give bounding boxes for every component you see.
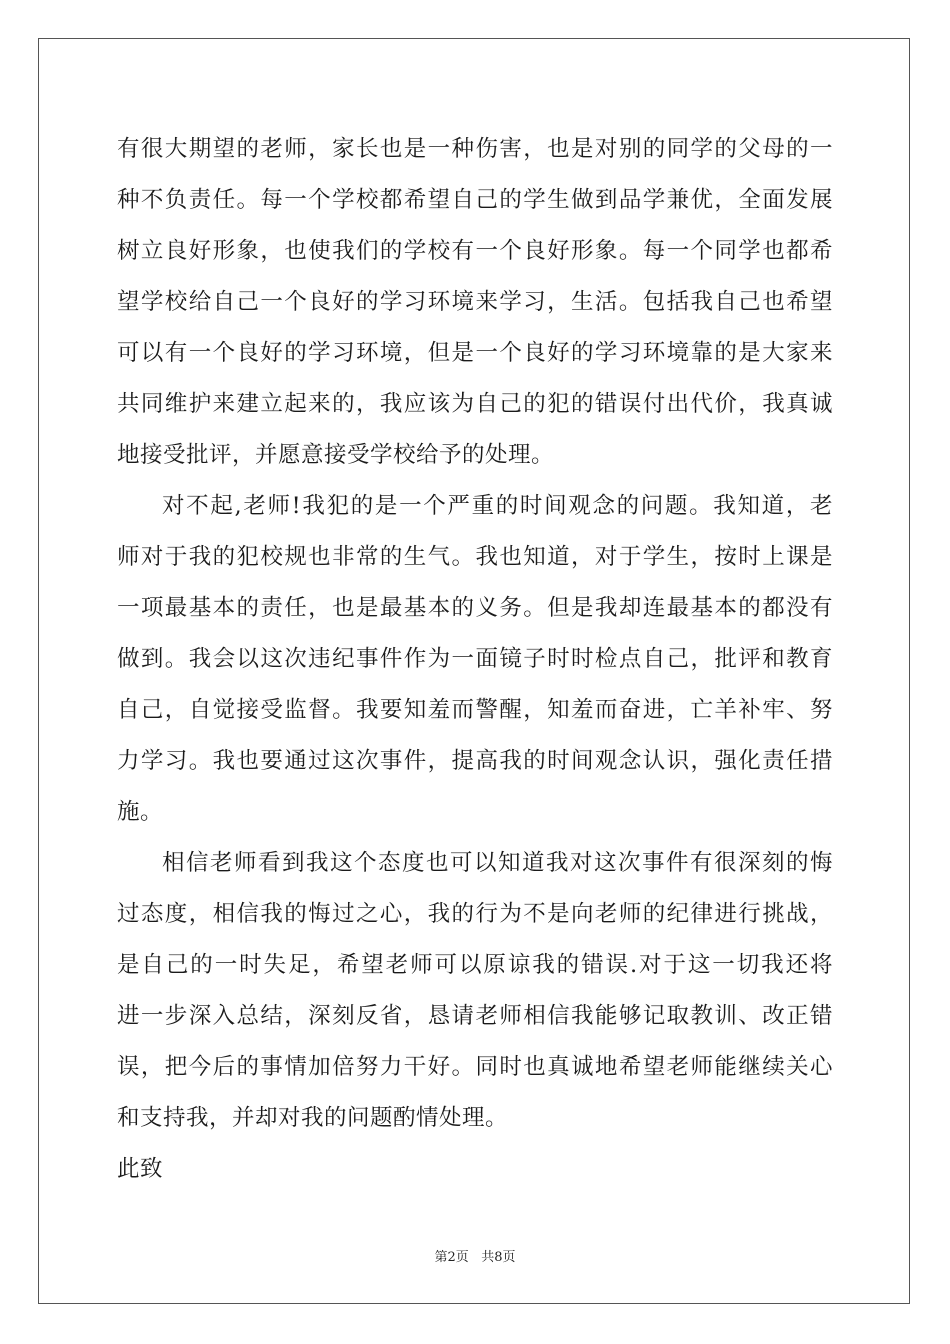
paragraph-3-line-3: 是自己的一时失足，希望老师可以原谅我的错误.对于这一切我还将	[117, 952, 833, 978]
page-number: 第2页	[434, 1250, 469, 1265]
paragraph-3-line-5: 误，把今后的事情加倍努力干好。同时也真诚地希望老师能继续关心	[117, 1054, 833, 1080]
paragraph-1-line-5: 可以有一个良好的学习环境，但是一个良好的学习环境靠的是大家来	[117, 340, 833, 366]
paragraph-3-line-1: 相信老师看到我这个态度也可以知道我对这次事件有很深刻的悔	[162, 850, 833, 876]
paragraph-3-line-2: 过态度，相信我的悔过之心，我的行为不是向老师的纪律进行挑战，	[117, 901, 833, 927]
paragraph-1-line-4: 望学校给自己一个良好的学习环境来学习，生活。包括我自己也希望	[117, 289, 833, 315]
paragraph-2-line-5: 自己，自觉接受监督。我要知羞而警醒，知羞而奋进，亡羊补牢、努	[117, 697, 833, 723]
paragraph-2-line-7: 施。	[117, 799, 164, 825]
paragraph-2-line-2: 师对于我的犯校规也非常的生气。我也知道，对于学生，按时上课是	[117, 544, 833, 570]
paragraph-1-line-3: 树立良好形象，也使我们的学校有一个良好形象。每一个同学也都希	[117, 238, 833, 264]
paragraph-2-line-1: 对不起,老师!我犯的是一个严重的时间观念的问题。我知道，老	[162, 493, 833, 519]
paragraph-2-line-6: 力学习。我也要通过这次事件，提高我的时间观念认识，强化责任措	[117, 748, 833, 774]
total-pages: 共8页	[481, 1250, 516, 1265]
letter-body	[117, 124, 833, 1195]
paragraph-1-line-6: 共同维护来建立起来的，我应该为自己的犯的错误付出代价，我真诚	[117, 391, 833, 417]
paragraph-1-line-7: 地接受批评，并愿意接受学校给予的处理。	[117, 442, 555, 468]
paragraph-3-line-6: 和支持我，并却对我的问题酌情处理。	[117, 1105, 509, 1131]
page-footer	[0, 1246, 950, 1265]
paragraph-3-line-4: 进一步深入总结，深刻反省，恳请老师相信我能够记取教训、改正错	[117, 1003, 833, 1029]
paragraph-2-line-4: 做到。我会以这次违纪事件作为一面镜子时时检点自己，批评和教育	[117, 646, 833, 672]
paragraph-2-line-3: 一项最基本的责任，也是最基本的义务。但是我却连最基本的都没有	[117, 595, 833, 621]
closing-salutation: 此致	[117, 1156, 164, 1182]
paragraph-1-line-1: 有很大期望的老师，家长也是一种伤害，也是对别的同学的父母的一	[117, 136, 833, 162]
paragraph-1-line-2: 种不负责任。每一个学校都希望自己的学生做到品学兼优，全面发展	[117, 187, 833, 213]
